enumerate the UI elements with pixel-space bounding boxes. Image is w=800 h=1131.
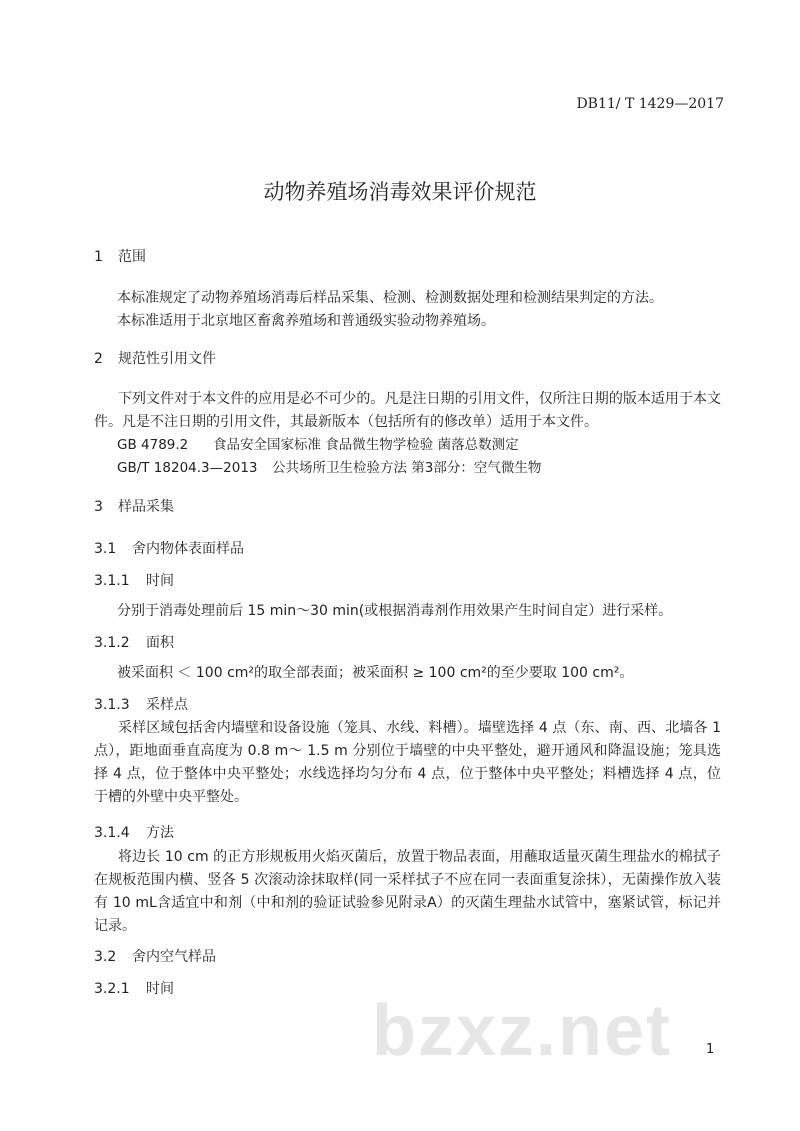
section-number: 3.1.1 [94, 573, 130, 589]
section-title: 样品采集 [118, 499, 174, 515]
section-number: 3.2 [94, 949, 117, 965]
subsection-3-1-4-heading [94, 822, 174, 842]
section-title: 规范性引用文件 [118, 351, 216, 367]
paragraph: 将边长 10 cm 的正方形规板用火焰灭菌后，放置于物品表面，用蘸取适量灭菌生理盐水的棉拭子在规板范围内横、竖各 5 次滚动涂抹取样(同一采样拭子不应在同一表面重复涂抹），无菌操作放入装有 10 mL含适宜中和剂（中和剂的验证试验参见附录A）的灭菌生理盐水试管中，塞紧试管，标记并记录。 [94, 849, 721, 934]
paragraph: 本标准适用于北京地区畜禽养殖场和普通级实验动物养殖场。 [117, 313, 495, 329]
paragraph: 被采面积 ＜ 100 cm²的取全部表面；被采面积 ≥ 100 cm²的至少要取 100 cm²。 [117, 665, 634, 681]
section-title: 采样点 [146, 697, 188, 713]
section-title: 时间 [146, 573, 174, 589]
reference-code: GB/T 18204.3—2013 [117, 460, 258, 476]
paragraph: 采样区域包括舍内墙壁和设备设施（笼具、水线、料槽）。墙壁选择 4 点（东、南、西、北墙各 1 点），距地面垂直高度为 0.8 m～ 1.5 m 分别位于墙壁的中央平整处，避开通风和降温设施；笼具选择 4 点，位于整体中央平整处；水线选择均匀分布 4 点，位于整体中央平整处；料槽选择 4 点，位于槽的外壁中央平整处。 [94, 720, 721, 805]
section-number: 2 [94, 351, 103, 367]
section-3-heading [94, 496, 174, 516]
section-number: 3.1.4 [94, 825, 130, 841]
section-number: 3.1.2 [94, 635, 130, 651]
section-number: 1 [94, 249, 103, 265]
section-title: 舍内物体表面样品 [132, 541, 244, 557]
section-number: 3.1 [94, 541, 117, 557]
section-2-heading [94, 348, 216, 368]
reference-title: 食品安全国家标准 食品微生物学检验 菌落总数测定 [213, 437, 519, 453]
subsection-3-1-1-heading [94, 570, 174, 590]
document-code: DB11/ T 1429—2017 [576, 96, 724, 112]
paragraph: 本标准规定了动物养殖场消毒后样品采集、检测、检测数据处理和检测结果判定的方法。 [117, 290, 663, 306]
page-number: 1 [706, 1042, 715, 1057]
subsection-3-2-heading [94, 946, 216, 966]
section-title: 范围 [118, 249, 146, 265]
subsection-3-2-1-heading [94, 978, 174, 998]
reference-title: 公共场所卫生检验方法 第3部分：空气微生物 [272, 460, 542, 476]
section-number: 3.1.3 [94, 697, 130, 713]
reference-item [117, 433, 519, 453]
section-title: 舍内空气样品 [132, 949, 216, 965]
paragraph: 分别于消毒处理前后 15 min～30 min(或根据消毒剂作用效果产生时间自定）进行采样。 [117, 603, 673, 619]
watermark: bzxz.net [372, 991, 673, 1071]
subsection-3-1-2-heading [94, 632, 174, 652]
section-title: 方法 [146, 825, 174, 841]
reference-code: GB 4789.2 [117, 437, 189, 453]
reference-item [117, 456, 541, 476]
section-1-heading [94, 246, 146, 266]
section-title: 面积 [146, 635, 174, 651]
section-number: 3 [94, 499, 103, 515]
paragraph: 下列文件对于本文件的应用是必不可少的。凡是注日期的引用文件，仅所注日期的版本适用于本文件。凡是不注日期的引用文件，其最新版本（包括所有的修改单）适用于本文件。 [94, 391, 721, 430]
subsection-3-1-heading [94, 538, 244, 558]
document-title: 动物养殖场消毒效果评价规范 [263, 180, 537, 204]
section-number: 3.2.1 [94, 981, 130, 997]
subsection-3-1-3-heading [94, 694, 188, 714]
section-title: 时间 [146, 981, 174, 997]
